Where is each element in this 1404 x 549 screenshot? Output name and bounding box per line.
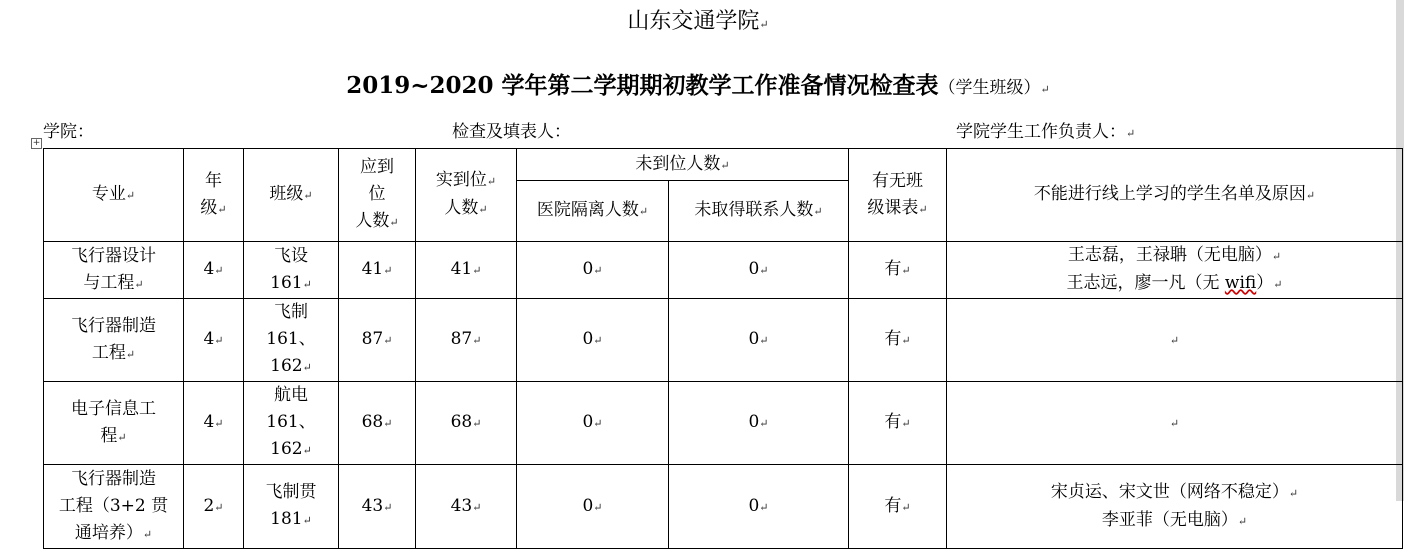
cell-actual: 68↵ xyxy=(416,382,517,465)
cell-reason: 宋贞运、宋文世（网络不稳定）↵ 李亚菲（无电脑）↵ xyxy=(947,465,1403,549)
cell-expected: 87↵ xyxy=(339,299,416,382)
cell-class: 飞制 161、162↵ xyxy=(244,299,339,382)
page-subtitle: （学生班级） xyxy=(938,78,1041,98)
cell-hospital: 0↵ xyxy=(517,242,669,299)
cell-no-contact: 0↵ xyxy=(669,299,849,382)
cell-grade: 4↵ xyxy=(184,299,244,382)
cell-class: 航电 161、162↵ xyxy=(244,382,339,465)
cell-actual: 43↵ xyxy=(416,465,517,549)
cell-reason: 王志磊，王禄聃（无电脑）↵ 王志远，廖一凡（无 wifi）↵ xyxy=(947,242,1403,299)
cell-grade: 2↵ xyxy=(184,465,244,549)
cell-hospital: 0↵ xyxy=(517,382,669,465)
table-row xyxy=(44,242,1403,299)
cell-major: 飞行器制造 工程（3+2 贯 通培养）↵ xyxy=(44,465,184,549)
cell-no-contact: 0↵ xyxy=(669,465,849,549)
cell-major: 飞行器设计 与工程↵ xyxy=(44,242,184,299)
table-row xyxy=(44,465,1403,549)
header-expected: 应到 位 人数↵ xyxy=(339,149,416,242)
header-major: 专业↵ xyxy=(44,149,184,242)
header-actual: 实到位↵ 人数↵ xyxy=(416,149,517,242)
header-absent-group: 未到位人数↵ xyxy=(517,149,849,181)
spellcheck-word: wifi xyxy=(1224,273,1257,293)
cell-expected: 43↵ xyxy=(339,465,416,549)
cell-reason: ↵ xyxy=(947,382,1403,465)
page-title: 2019~2020 学年第二学期期初教学工作准备情况检查表（学生班级）↵ xyxy=(346,72,1050,99)
cell-major: 电子信息工 程↵ xyxy=(44,382,184,465)
cell-expected: 41↵ xyxy=(339,242,416,299)
cell-schedule: 有↵ xyxy=(849,465,947,549)
cell-class: 飞制贯 181↵ xyxy=(244,465,339,549)
header-schedule: 有无班 级课表↵ xyxy=(849,149,947,242)
cell-grade: 4↵ xyxy=(184,242,244,299)
cell-reason: ↵ xyxy=(947,299,1403,382)
header-class: 班级↵ xyxy=(244,149,339,242)
school-name: 山东交通学院↵ xyxy=(627,9,769,34)
cell-no-contact: 0↵ xyxy=(669,382,849,465)
cell-major: 飞行器制造 工程↵ xyxy=(44,299,184,382)
header-no-contact: 未取得联系人数↵ xyxy=(669,181,849,242)
cell-grade: 4↵ xyxy=(184,382,244,465)
inspection-table xyxy=(43,148,1403,549)
header-cannot-online: 不能进行线上学习的学生名单及原因↵ xyxy=(947,149,1403,242)
cell-no-contact: 0↵ xyxy=(669,242,849,299)
cell-actual: 41↵ xyxy=(416,242,517,299)
cell-schedule: 有↵ xyxy=(849,299,947,382)
table-row xyxy=(44,299,1403,382)
college-field-label: 学院： xyxy=(43,122,94,142)
move-handle-icon[interactable]: + xyxy=(32,138,41,148)
header-hospital: 医院隔离人数↵ xyxy=(517,181,669,242)
cell-hospital: 0↵ xyxy=(517,299,669,382)
cell-class: 飞设 161↵ xyxy=(244,242,339,299)
cell-expected: 68↵ xyxy=(339,382,416,465)
cell-hospital: 0↵ xyxy=(517,465,669,549)
inspector-field-label: 检查及填表人： xyxy=(452,122,571,142)
table-row xyxy=(44,382,1403,465)
header-row xyxy=(44,149,1403,181)
cell-schedule: 有↵ xyxy=(849,382,947,465)
cell-actual: 87↵ xyxy=(416,299,517,382)
student-affairs-field-label: 学院学生工作负责人：↵ xyxy=(956,122,1136,142)
header-grade: 年 级↵ xyxy=(184,149,244,242)
cell-schedule: 有↵ xyxy=(849,242,947,299)
